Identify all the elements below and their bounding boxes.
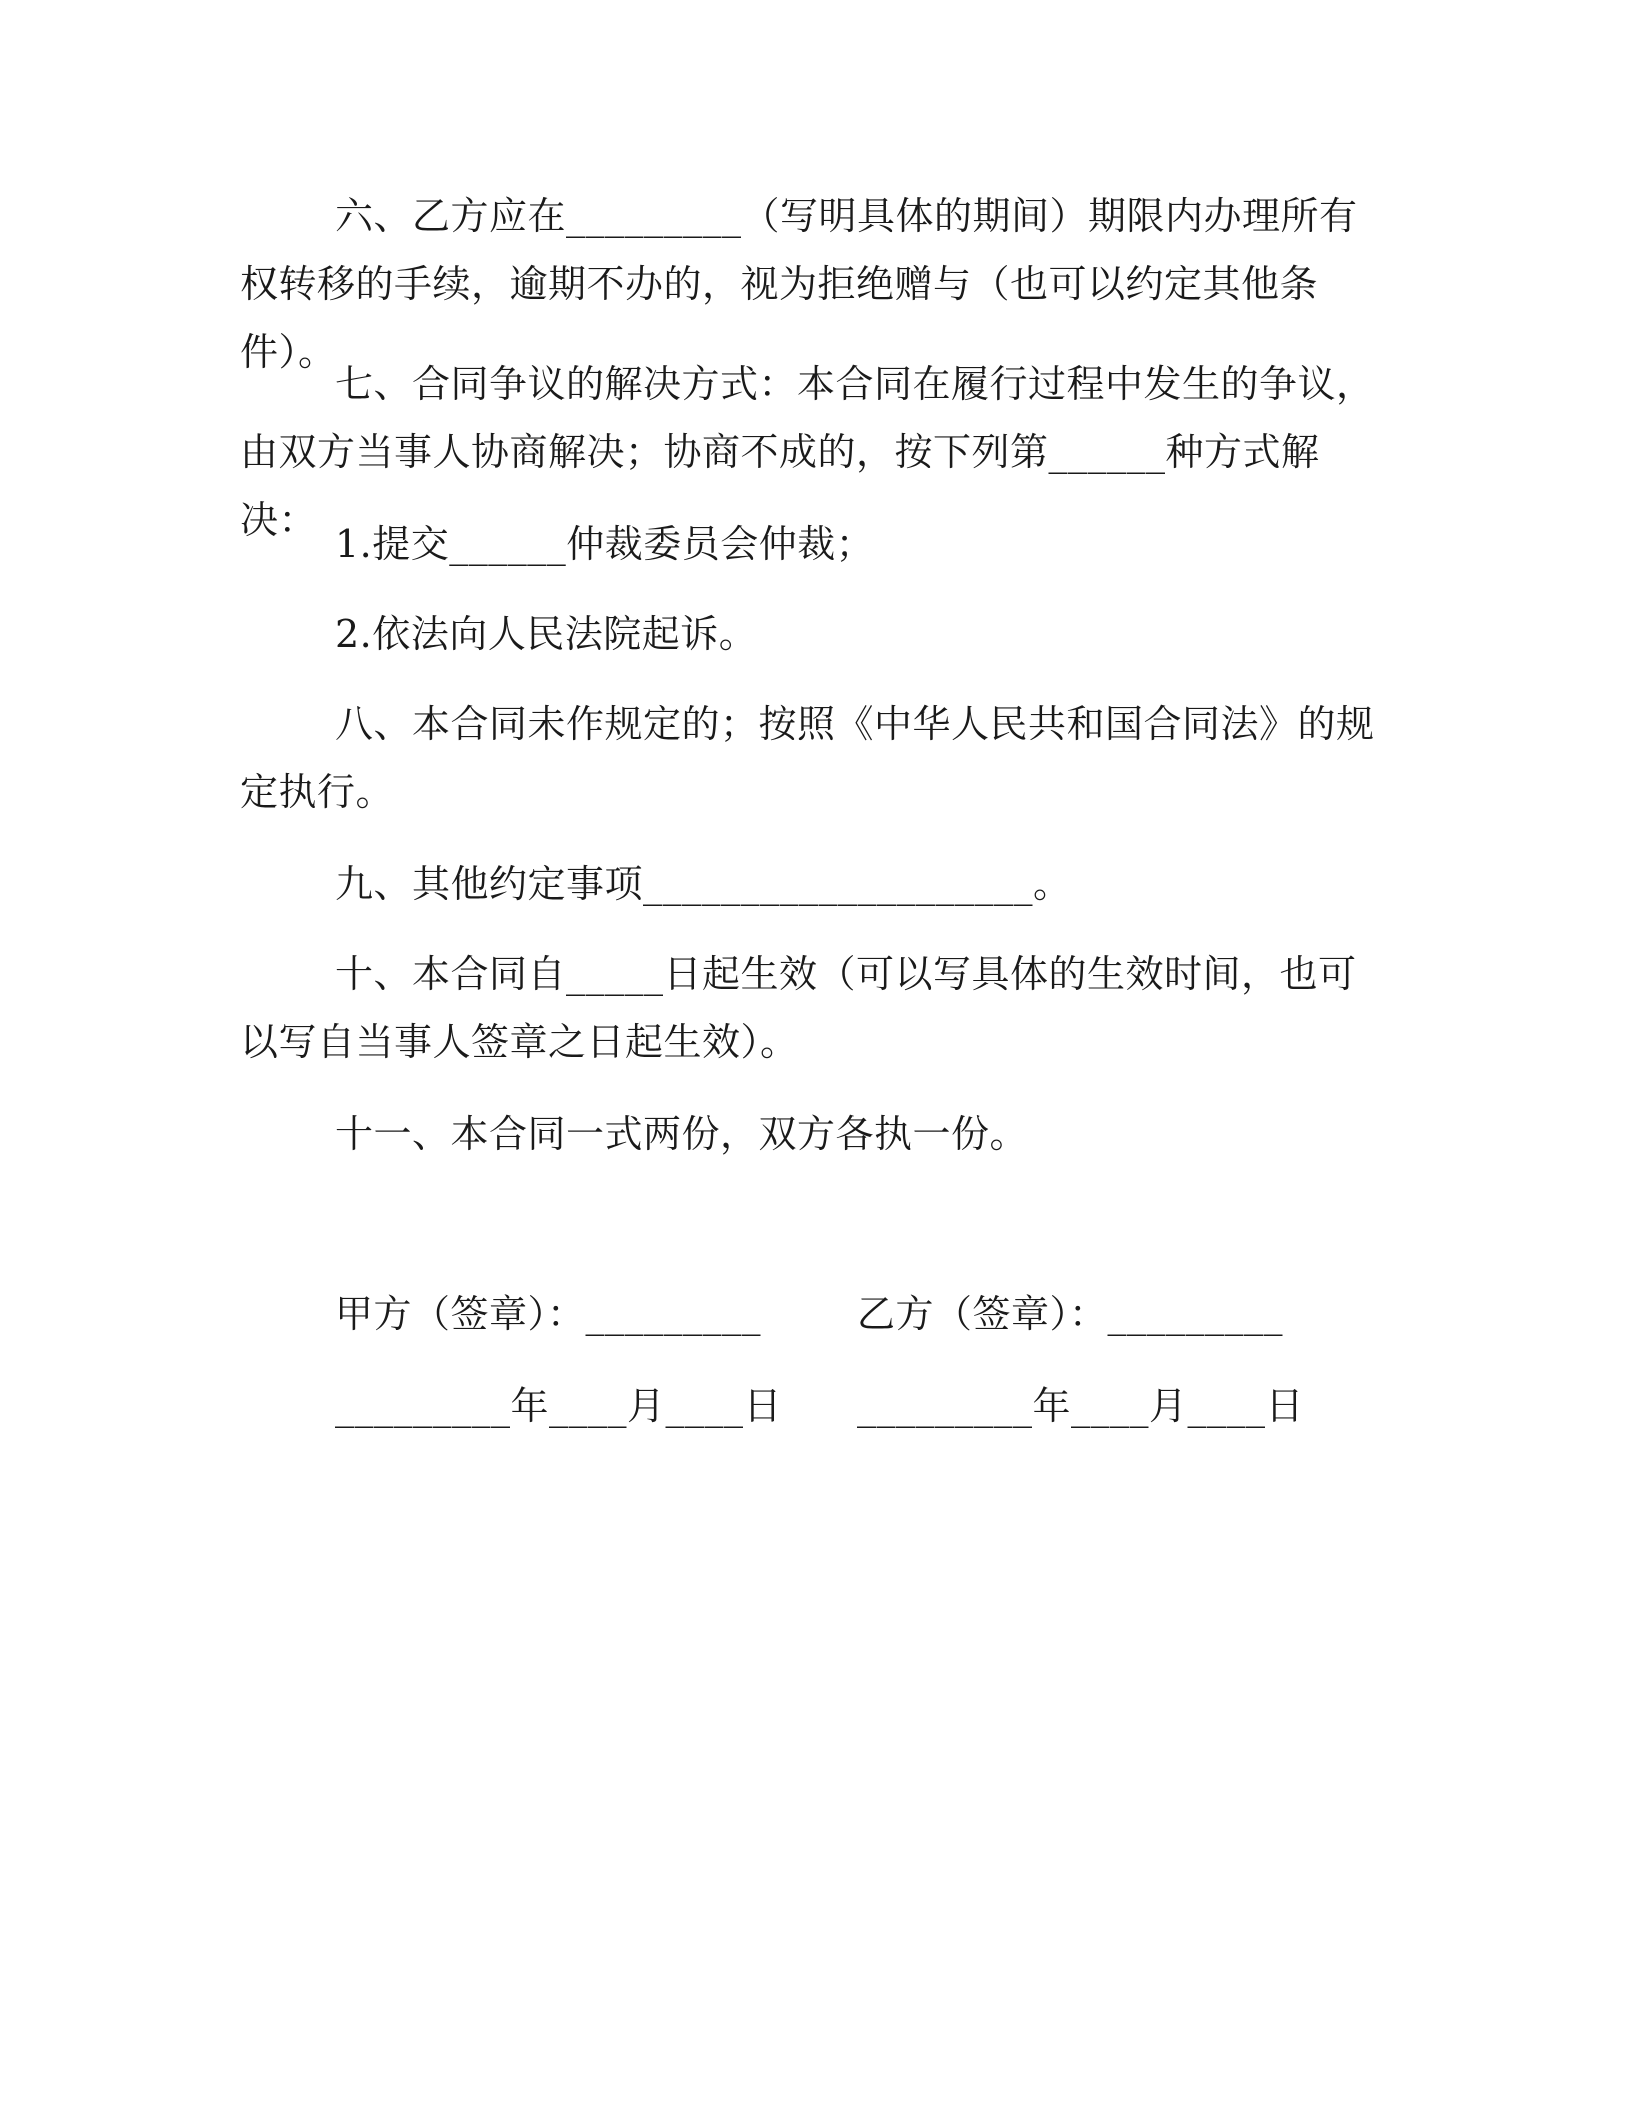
clause-9: 九、其他约定事项____________________。 [335, 862, 1072, 906]
clause-11: 十一、本合同一式两份，双方各执一份。 [335, 1112, 1029, 1156]
party-b-signature: 乙方（签章）：_________ [857, 1292, 1284, 1336]
party-b-date: _________年____月____日 [857, 1384, 1305, 1428]
clause-7-option-1: 1.提交______仲裁委员会仲裁； [335, 522, 875, 566]
party-a-signature: 甲方（签章）：_________ [335, 1292, 762, 1336]
clause-10: 十、本合同自_____日起生效（可以写具体的生效时间，也可以写自当事人签章之日起生效）。 [240, 952, 1357, 1064]
clause-8: 八、本合同未作规定的；按照《中华人民共和国合同法》的规定执行。 [240, 702, 1375, 814]
clause-7-option-2: 2.依法向人民法院起诉。 [335, 612, 758, 656]
party-a-date: _________年____月____日 [335, 1384, 783, 1428]
clause-6: 六、乙方应在_________（写明具体的期间）期限内办理所有权转移的手续，逾期不办的，视为拒绝赠与（也可以约定其他条件）。 [240, 194, 1358, 374]
clause-7: 七、合同争议的解决方式：本合同在履行过程中发生的争议，由双方当事人协商解决；协商不成的，按下列第______种方式解决： [240, 362, 1375, 542]
